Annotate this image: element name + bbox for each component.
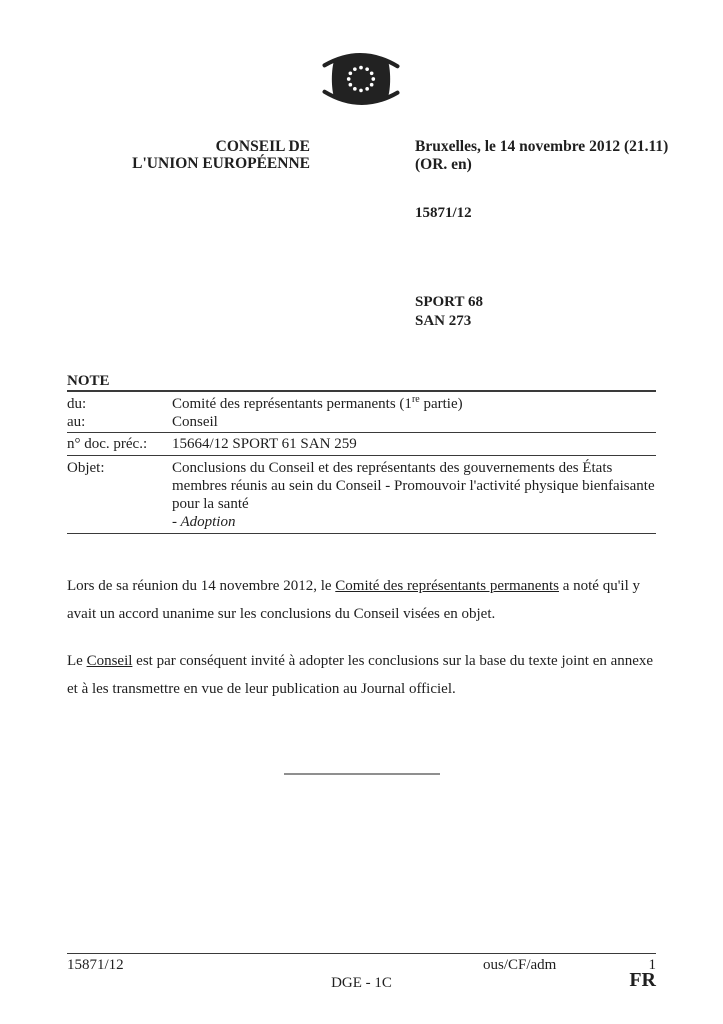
note-row-du-label: du: [67, 396, 87, 412]
place-date-block [415, 138, 668, 174]
subject-code-san: SAN 273 [415, 313, 472, 329]
note-row-au-label: au: [67, 414, 86, 430]
du-value-suffix: partie) [419, 396, 463, 412]
footer-directorate: DGE - 1C [331, 975, 392, 991]
org-name-line1: CONSEIL DE [215, 138, 310, 155]
du-value-prefix: Comité des représentants permanents (1 [172, 396, 412, 412]
body-paragraph-1 [67, 572, 659, 628]
footer-page-number: 1 [648, 957, 656, 973]
note-row-prev-doc-label: n° doc. préc.: [67, 436, 148, 452]
subject-codes [415, 293, 483, 331]
paragraph2-text-before: Le [67, 653, 87, 669]
council-eu-emblem-graphic [320, 50, 402, 108]
objet-subject-text: Conclusions du Conseil et des représentants des gouvernements des États membres réunis au sein du Conseil - Promouvoir l'activité physique bienfaisante pour la santé [172, 460, 655, 512]
council-eu-logo-icon [320, 50, 402, 108]
note-row-objet-label: Objet: [67, 460, 105, 476]
note-table [67, 374, 656, 534]
paragraph2-text-after: est par conséquent invité à adopter les conclusions sur la base du texte joint en annexe et à les transmettre en vue de leur publication au Journal officiel. [67, 653, 654, 697]
paragraph1-text-after: a noté qu'il y avait un accord unanime sur les conclusions du Conseil visées en objet. [67, 578, 640, 622]
note-row-du [67, 392, 656, 413]
place-date: Bruxelles, le 14 novembre 2012 (21.11) [415, 138, 669, 155]
note-row-prev-doc [67, 433, 656, 456]
paragraph1-underlined-text: Comité des représentants permanents [335, 578, 559, 594]
footer-rule [67, 953, 656, 954]
issuing-institution [67, 138, 310, 172]
note-row-objet [67, 456, 656, 534]
footer-language-code: FR [629, 969, 656, 991]
footer-drafter-reference: ous/CF/adm [483, 957, 557, 973]
note-row-prev-doc-value: 15664/12 SPORT 61 SAN 259 [172, 436, 357, 452]
section-separator-line [284, 773, 440, 775]
original-language: (OR. en) [415, 156, 472, 173]
footer-document-number: 15871/12 [67, 957, 124, 973]
objet-adoption-text: - Adoption [172, 514, 236, 530]
body-paragraph-2 [67, 647, 659, 703]
org-name-line2: L'UNION EUROPÉENNE [132, 155, 310, 172]
subject-code-sport: SPORT 68 [415, 294, 483, 310]
note-row-objet-value [172, 459, 656, 531]
note-title: NOTE [67, 374, 656, 392]
paragraph2-underlined-text: Conseil [86, 653, 133, 669]
note-row-du-value [172, 395, 656, 413]
note-row-au-value: Conseil [172, 414, 218, 430]
document-number: 15871/12 [415, 205, 472, 221]
note-row-au [67, 413, 656, 433]
du-value-superscript: re [411, 394, 420, 405]
paragraph1-text-before: Lors de sa réunion du 14 novembre 2012, le [67, 578, 336, 594]
